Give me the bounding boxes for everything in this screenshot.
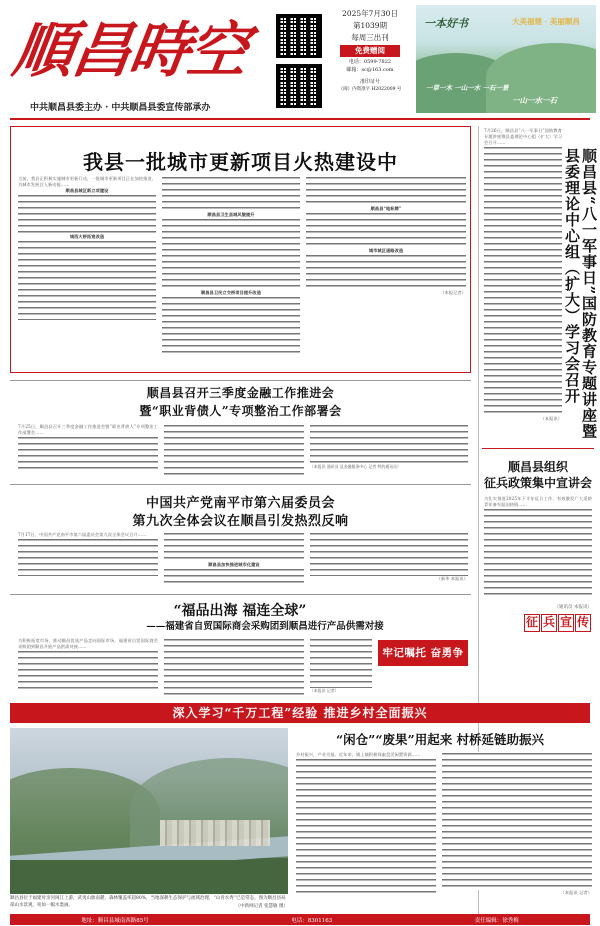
lead-paragraph <box>306 212 466 248</box>
lead-text-col2 <box>162 176 300 369</box>
side-paragraph <box>484 146 562 416</box>
photo-caption: 顺昌县位于福建母亲河闽江上游，武夷山脉南麓，森林覆盖率超80%，当地深耕生态保护与流域治理，“山青水秀”已是常态。图为顺昌县局部山水景观，宛如一幅水墨画。 <box>10 896 286 908</box>
side-vertical-headline: 顺昌县“八一军事日”国防教育专题讲座暨县委理论中心组（扩大）学习会召开 <box>563 148 598 440</box>
banner-calligraphy: 一本好书 <box>424 17 468 30</box>
qr-code-icon <box>276 14 322 58</box>
lead-sub5: 顺昌县“地标牌” <box>370 206 402 211</box>
lead-paragraph <box>306 176 466 206</box>
stamp-char: 传 <box>575 614 591 632</box>
story3-sub: 顺昌县加快推进城市化建设 <box>208 562 260 567</box>
story3-paragraph <box>310 532 468 576</box>
lead-paragraph <box>306 254 466 290</box>
banner-subtitle: 大美福建 · 美丽顺昌 <box>512 17 580 26</box>
email-label: 邮箱： <box>346 67 362 73</box>
issue-phone: 电话：0599-7822 <box>348 59 392 65</box>
side-story2-headline2: 征兵政策集中宣讲会 <box>483 476 592 490</box>
side-rule <box>482 448 594 449</box>
footer-bar <box>10 914 590 925</box>
side-text-start: 7月26日，顺昌县“八一军事日”国防教育专题讲座暨县委理论中心组（扩大）学习会召开…… <box>484 128 562 145</box>
license-number: （闽）内资准字 H2022009 号 <box>338 87 402 92</box>
story2-headline2: 暨“职业背债人”专项整治工作部署会 <box>139 404 342 418</box>
side-text <box>484 128 562 440</box>
story4-headline2: ——福建省自贸国际商会采购团到顺昌进行产品供需对接 <box>146 621 384 632</box>
story2-col2 <box>164 424 304 476</box>
recruitment-stamp <box>524 614 591 632</box>
story3-col2 <box>164 532 304 588</box>
lead-sub3: 顺昌县卫生县城风貌提升 <box>207 212 255 217</box>
issue-number: 第1039期 <box>352 21 388 30</box>
lead-paragraph <box>18 240 156 320</box>
story2-headline1: 顺昌县召开三季度金融工作推进会 <box>146 386 335 400</box>
masthead-title: 順昌時空 <box>8 16 251 86</box>
footer-address: 地址：顺昌县城南西路85号 <box>81 917 149 924</box>
story4-text-start: 为积极拓宽市场，推动顺昌优质产品走向国际市场，福建省自贸国际商会采购团到顺昌开展产品供需对接…… <box>18 638 158 649</box>
story3-credit: （新华 本报讯） <box>436 576 468 581</box>
lead-paragraph <box>162 296 300 356</box>
stamp-char: 兵 <box>541 614 557 632</box>
lead-text-start: 当前，我县正积极实施城市更新行动，一批城市更新项目正在加快推进，为城市发展注入新动能…… <box>18 176 156 187</box>
lead-text-col1 <box>18 176 156 369</box>
story5-text-start: 乡村振兴，产业为基。近年来，埔上镇积极探索盘活闲置资源…… <box>296 752 421 757</box>
lead-text-col3 <box>306 176 466 369</box>
story4-credit: （本报讯 记者） <box>310 688 339 693</box>
lead-sub4: 顺昌县卫民立交桥项目提升改造 <box>200 290 262 295</box>
side-story2-text <box>484 496 592 602</box>
story4-paragraph <box>18 650 158 690</box>
story5-paragraph <box>442 752 592 890</box>
side-paragraph <box>484 508 592 596</box>
free-badge: 免费赠阅 <box>340 45 400 57</box>
story3-headline2: 第九次全体会议在顺昌引发热烈反响 <box>132 514 349 529</box>
photo-town <box>160 820 270 846</box>
story5-col2 <box>442 752 592 902</box>
lead-paragraph <box>18 194 156 234</box>
story2-paragraph <box>310 424 468 464</box>
story4-headline1: “福品出海 福连全球” <box>173 603 307 619</box>
story4-col2 <box>164 638 304 696</box>
side-story2-text-start: 为扎实推进2025年下半年征兵工作，有效激发广大适龄青年参军报国热情…… <box>484 496 592 507</box>
lead-headline: 我县一批城市更新项目火热建设中 <box>83 150 398 174</box>
section-rule <box>10 484 471 485</box>
photo-credit: （中新网记者 张慧敏 摄） <box>235 904 288 909</box>
story3-col3 <box>310 532 468 588</box>
story2-credit: （本报讯 通讯员 县金融服务中心 记者 特约通讯员） <box>310 464 401 469</box>
masthead-rule <box>10 118 590 120</box>
banner-slogan: 一草一木 一山一水 一石一景 <box>426 84 509 92</box>
masthead <box>0 0 600 118</box>
license-label: 准印证号 <box>359 79 380 85</box>
story2-col3 <box>310 424 468 476</box>
story3-col1 <box>18 532 158 588</box>
story3-paragraph <box>164 568 304 586</box>
masthead-banner-image <box>416 5 596 113</box>
lead-sub6: 城市城区道路改造 <box>368 248 404 253</box>
story3-text-start: 7月17日，中国共产党南平市第六届委员会第九次全体会议召开…… <box>18 532 147 537</box>
qr-code-icon <box>276 64 322 108</box>
side-story2-headline: 顺昌县组织 <box>507 460 568 474</box>
slogan-banner: 牢记嘱托 奋勇争先 <box>378 640 468 666</box>
issue-date: 2025年7月30日 <box>342 9 398 18</box>
story3-paragraph <box>164 532 304 562</box>
stamp-char: 征 <box>524 614 540 632</box>
issue-info <box>330 8 410 93</box>
story5-credit2: （本报讯 记者） <box>560 890 592 895</box>
story5-headline: “闲仓”“废果”用起来 村桥延链助振兴 <box>335 732 545 747</box>
lead-paragraph <box>162 176 300 212</box>
story2-paragraph <box>18 436 158 470</box>
issue-frequency: 每周三出刊 <box>351 33 389 42</box>
story4-paragraph <box>310 638 372 688</box>
masthead-sponsor: 中共顺昌县委主办 · 中共顺昌县委宣传部承办 <box>30 103 211 113</box>
lead-sub2: 城西大桥拓宽改造 <box>69 234 105 239</box>
lead-reporter: （本报记者） <box>440 290 466 295</box>
footer-editor: 责任编辑：徐秀梅 <box>474 917 519 924</box>
side-editor: （本报讯） <box>540 416 562 421</box>
story3-headline1: 中国共产党南平市第六届委员会 <box>145 496 335 511</box>
story2-col1 <box>18 424 158 476</box>
story3-paragraph <box>18 538 158 576</box>
lead-paragraph <box>162 218 300 290</box>
stamp-char: 宣 <box>558 614 574 632</box>
footer-phone: 电话：8301163 <box>291 917 333 924</box>
issue-email: sc@163.com <box>361 67 394 73</box>
photo-foreground <box>10 860 288 894</box>
section-rule <box>10 380 471 381</box>
banner-slogan-2: 一山一水一石 <box>512 96 557 105</box>
story5-banner: 深入学习“千万工程”经验 推进乡村全面振兴 <box>10 703 590 723</box>
story2-text-start: 7月25日，顺昌县召开三季度金融工作推进会暨“职业背债人”专项整治工作部署会…… <box>18 424 158 435</box>
story5-paragraph <box>296 758 436 894</box>
landscape-photo <box>10 728 288 894</box>
section-rule <box>10 594 471 595</box>
lead-sub1: 顺昌县城区新立项建设 <box>65 188 109 193</box>
story4-col3 <box>310 638 372 696</box>
side-story2-editor: （通讯员 本报讯） <box>554 605 592 610</box>
story5-col1 <box>296 752 436 902</box>
story4-col1 <box>18 638 158 696</box>
